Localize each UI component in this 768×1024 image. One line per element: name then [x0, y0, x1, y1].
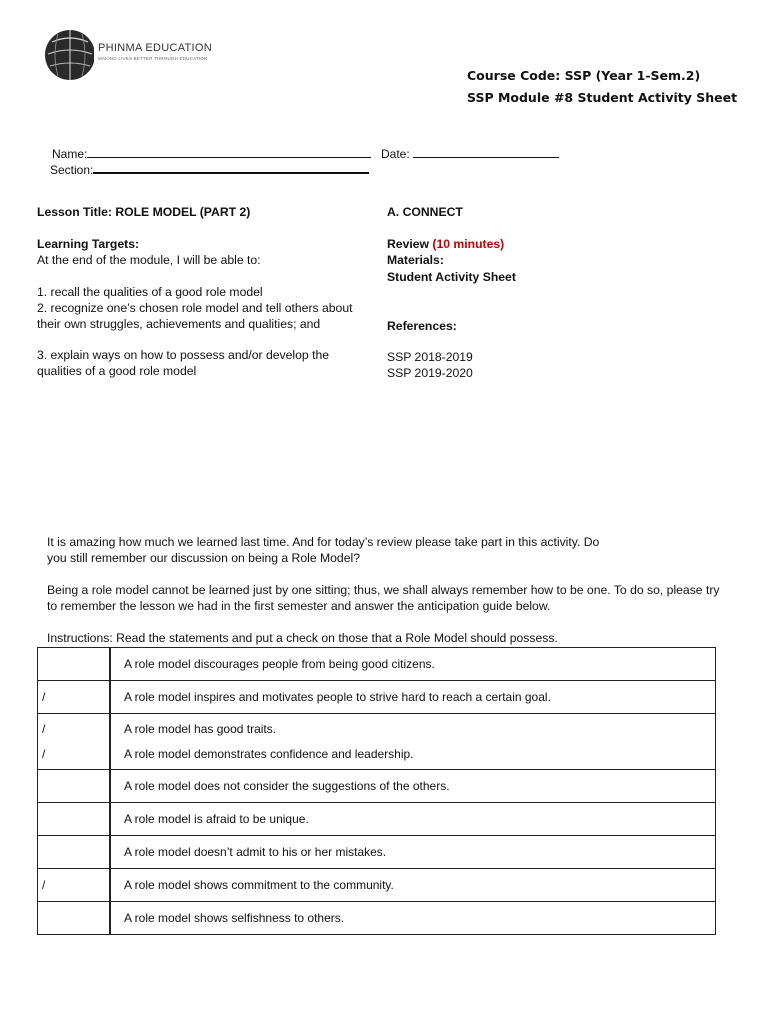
check-cell[interactable]: [38, 902, 111, 935]
check-mark: /: [42, 746, 46, 761]
statement-text: A role model discourages people from being good citizens.: [124, 657, 435, 671]
logo-name: PHINMA EDUCATION: [98, 42, 212, 54]
statement-text: A role model demonstrates confidence and leadership.: [124, 746, 414, 761]
check-mark: /: [42, 690, 46, 704]
instructions: Instructions: Read the statements and put a check on those that a Role Model should possess.: [47, 631, 558, 645]
check-cell[interactable]: [38, 770, 111, 803]
date-field[interactable]: [413, 157, 559, 158]
check-cell[interactable]: [38, 681, 111, 714]
table-row: [38, 902, 716, 935]
table-row: [38, 869, 716, 902]
statement-cell: [110, 836, 716, 869]
targets-intro: At the end of the module, I will be able to:: [37, 253, 261, 267]
table-row: [38, 714, 716, 770]
name-field[interactable]: [87, 157, 371, 158]
phinma-logo-mark: [44, 28, 94, 82]
target-item-2: 2. recognize one’s chosen role model and tell others about their own struggles, achievements and qualities; and: [37, 301, 353, 331]
statement-cell: [110, 902, 716, 935]
statement-text: A role model doesn’t admit to his or her mistakes.: [124, 845, 387, 859]
target-item-1: 1. recall the qualities of a good role model: [37, 285, 263, 299]
statement-cell: [110, 869, 716, 902]
reference-item-1: SSP 2018-2019: [387, 350, 473, 364]
target-item-3: 3. explain ways on how to possess and/or develop the qualities of a good role model: [37, 348, 330, 378]
review-label: Review: [387, 237, 430, 251]
date-field-row: [381, 147, 559, 161]
check-cell[interactable]: [38, 836, 111, 869]
materials-label: Materials:: [387, 253, 444, 267]
table-row: [38, 681, 716, 714]
statement-text: A role model is afraid to be unique.: [124, 812, 309, 826]
check-cell[interactable]: [38, 714, 111, 770]
check-cell[interactable]: [38, 803, 111, 836]
name-field-row: [52, 147, 371, 161]
materials-value: Student Activity Sheet: [387, 270, 516, 284]
statement-cell: [110, 681, 716, 714]
course-code: Course Code: SSP (Year 1-Sem.2): [467, 68, 701, 83]
reference-item-2: SSP 2019-2020: [387, 366, 473, 380]
table-row: [38, 770, 716, 803]
check-cell[interactable]: [38, 648, 111, 681]
statement-text: A role model shows selfishness to others.: [124, 911, 345, 925]
statement-cell: [110, 714, 716, 770]
lesson-title: Lesson Title: ROLE MODEL (PART 2): [37, 205, 251, 219]
section-field-row: [50, 163, 369, 177]
table-row: [38, 648, 716, 681]
check-mark: /: [42, 878, 46, 892]
paragraph-explanation: Being a role model cannot be learned just by one sitting; thus, we shall always remember how to be one. To do so, please try to remember the lesson we had in the first semester and answer the anticipation guide below.: [47, 583, 720, 613]
statement-text: A role model does not consider the suggestions of the others.: [124, 779, 450, 793]
statement-cell: [110, 770, 716, 803]
table-row: [38, 803, 716, 836]
statement-text: A role model has good traits.: [124, 721, 277, 736]
paragraph-intro: It is amazing how much we learned last time. And for today’s review please take part in this activity. Do you still remember our discussion on being a Role Model?: [47, 535, 600, 565]
date-label: Date:: [381, 147, 410, 161]
statement-cell: [110, 803, 716, 836]
logo: [44, 28, 234, 82]
statement-text: A role model inspires and motivates people to strive hard to reach a certain goal.: [124, 690, 551, 704]
logo-tagline: MAKING LIVES BETTER THROUGH EDUCATION: [98, 56, 208, 61]
review-time: (10 minutes): [432, 237, 505, 251]
statement-text: A role model shows commitment to the community.: [124, 878, 394, 892]
check-mark: /: [42, 721, 46, 736]
targets-heading: Learning Targets:: [37, 237, 140, 251]
table-row: [38, 836, 716, 869]
module-title: SSP Module #8 Student Activity Sheet: [467, 90, 738, 105]
section-label: Section:: [50, 163, 94, 177]
connect-heading: A. CONNECT: [387, 205, 463, 219]
review-line: [387, 237, 504, 253]
anticipation-guide-table: [37, 647, 716, 935]
statement-cell: [110, 648, 716, 681]
section-field[interactable]: [93, 172, 369, 174]
references-label: References:: [387, 319, 457, 333]
name-label: Name:: [52, 147, 88, 161]
check-cell[interactable]: [38, 869, 111, 902]
